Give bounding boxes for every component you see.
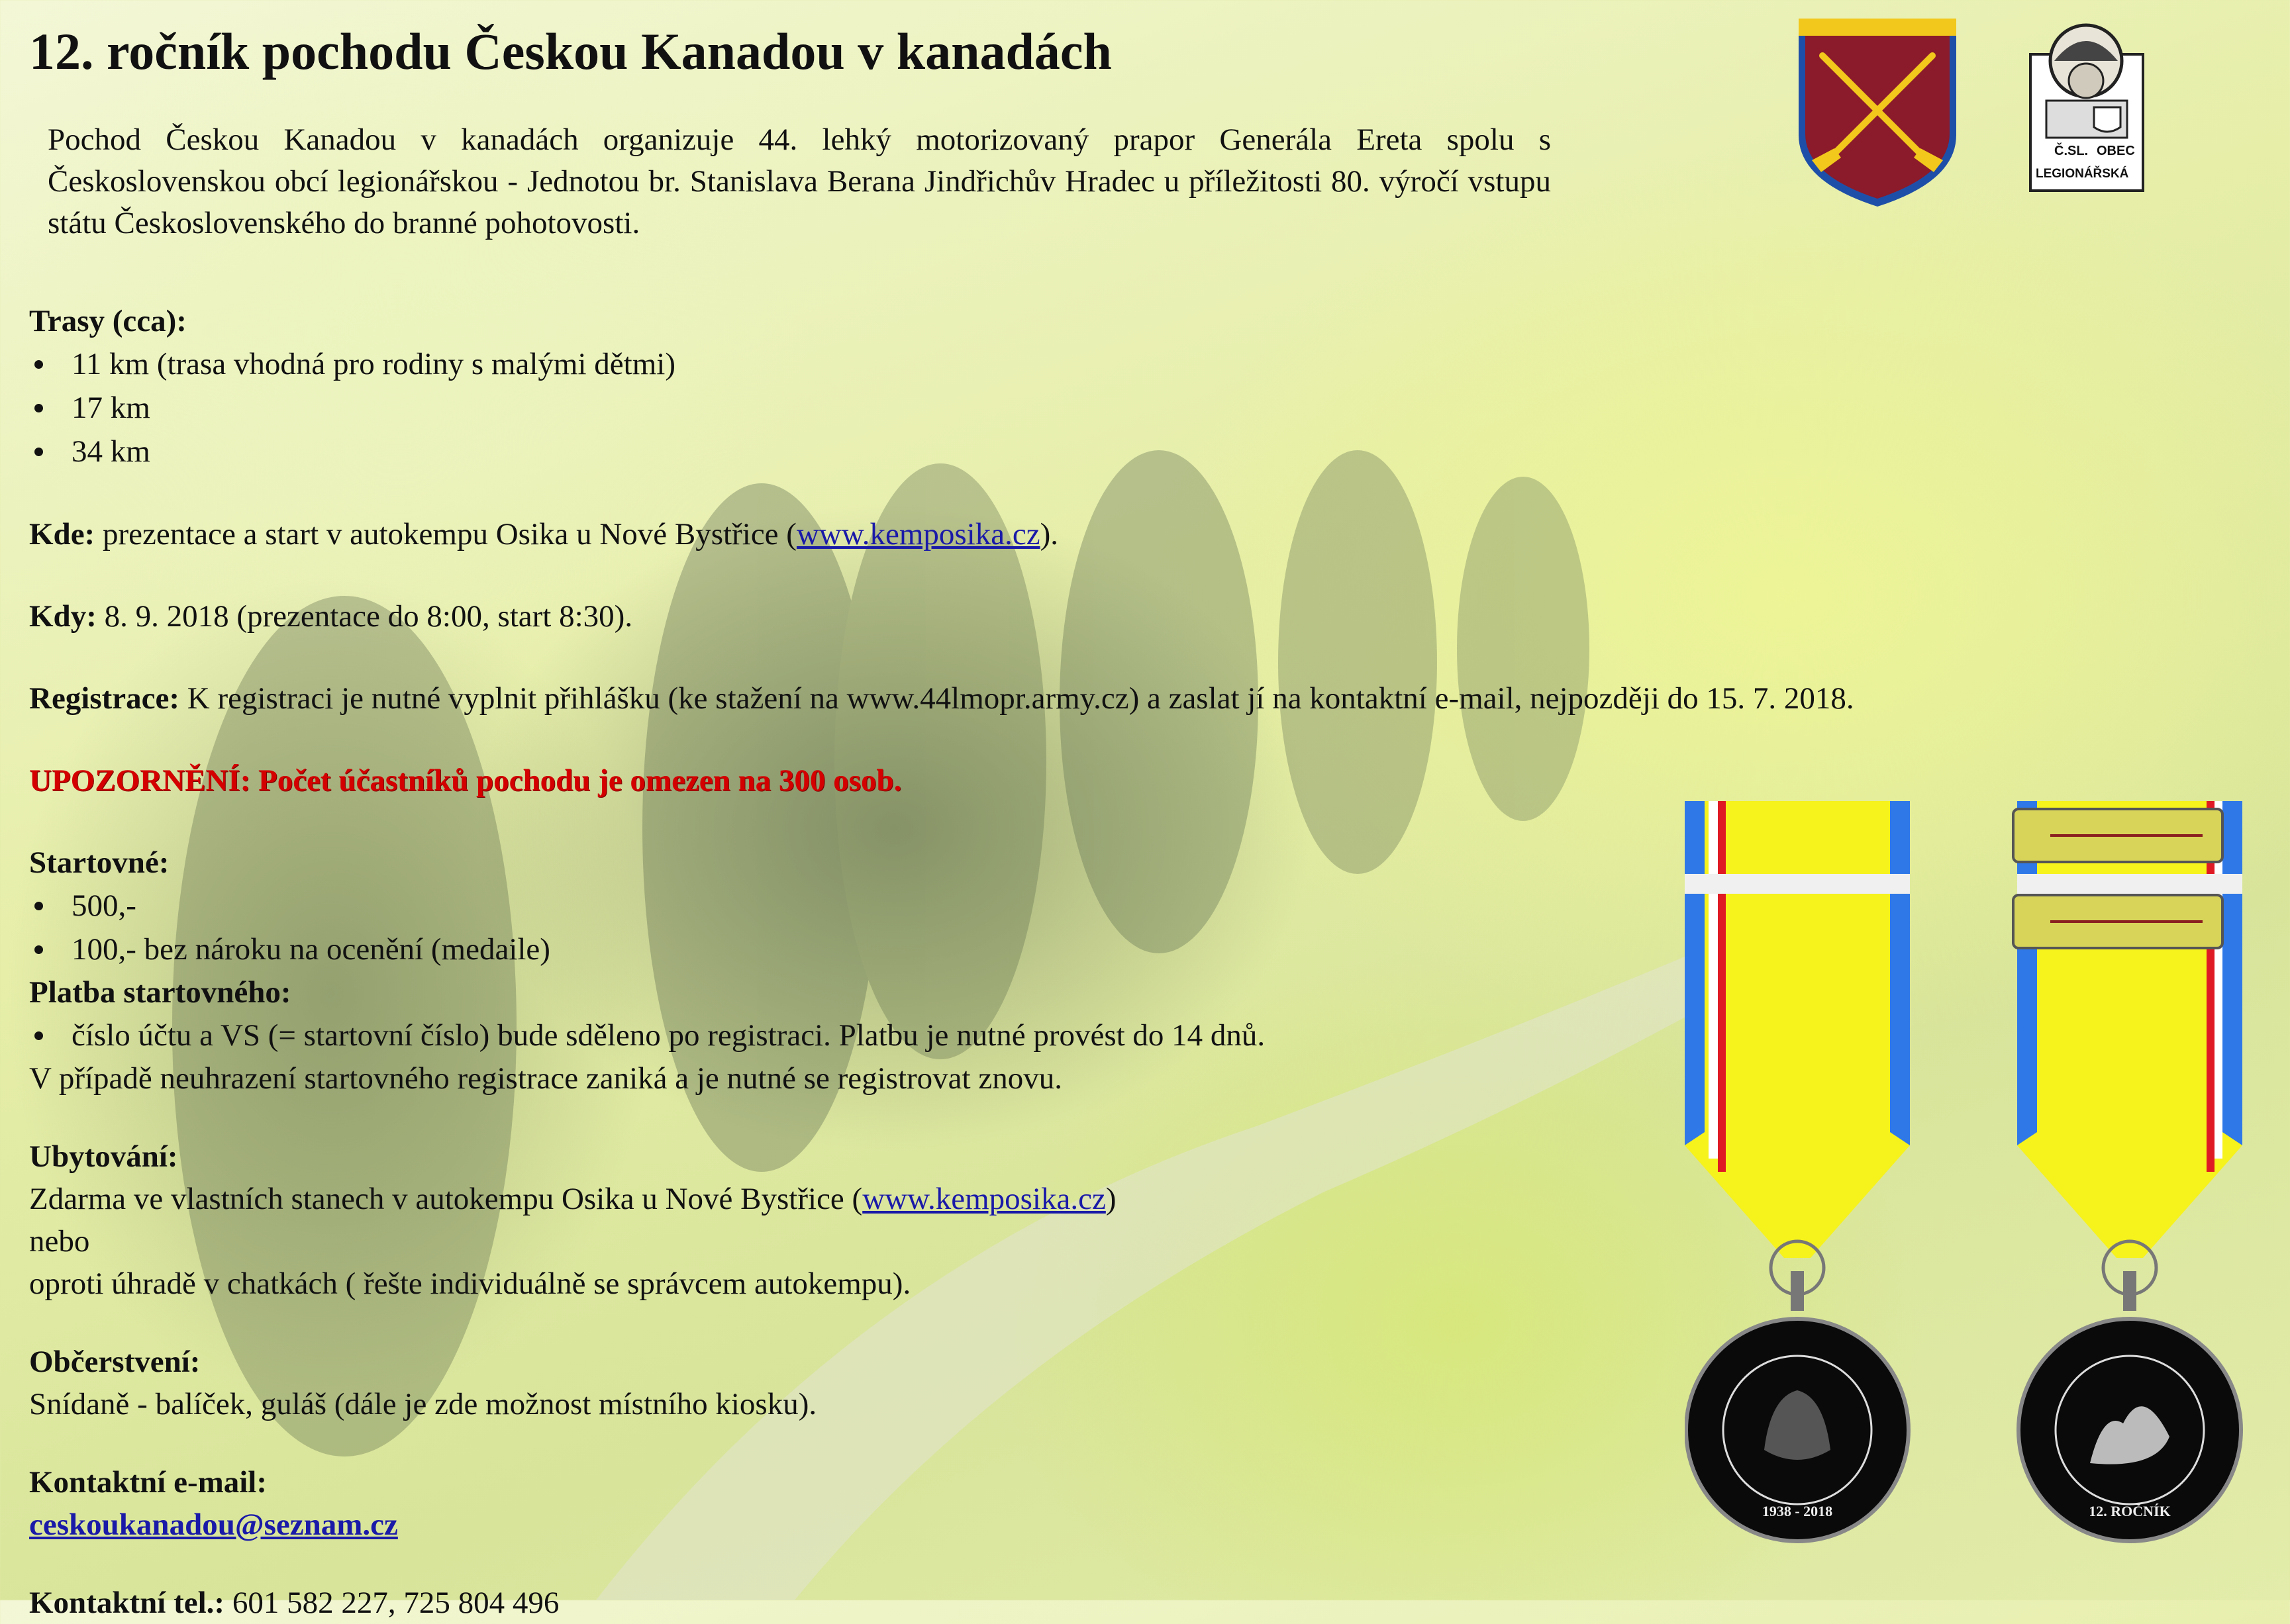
warning-notice: UPOZORNĚNÍ: Počet účastníků pochodu je omezen na 300 osob. xyxy=(29,763,902,798)
payment-list xyxy=(29,1014,2267,1057)
section-registration xyxy=(29,677,2267,720)
registration-label: Registrace: xyxy=(29,681,180,716)
where-text-end: ). xyxy=(1040,517,1058,551)
section-routes xyxy=(29,300,2267,473)
svg-text:LEGIONÁŘSKÁ: LEGIONÁŘSKÁ xyxy=(2036,167,2129,181)
routes-label: Trasy (cca): xyxy=(29,304,187,338)
where-text: prezentace a start v autokempu Osika u Nové Bystřice ( xyxy=(95,517,797,551)
payment-item: číslo účtu a VS (= startovní číslo) bude sděleno po registraci. Platbu je nutné provést do 14 dnů. xyxy=(29,1014,2267,1057)
route-item: 11 km (trasa vhodná pro rodiny s malými dětmi) xyxy=(29,342,2267,386)
fee-item: 100,- bez nároku na ocenění (medaile) xyxy=(29,928,2267,971)
section-where xyxy=(29,513,2267,555)
route-item: 17 km xyxy=(29,386,2267,430)
svg-text:1938 - 2018: 1938 - 2018 xyxy=(1762,1503,1833,1519)
intro-paragraph: Pochod Českou Kanadou v kanadách organizuje 44. lehký motorizovaný prapor Generála Ereta spolu s Československou obcí legionářskou - Jednotou br. Stanislava Berana Jindřichův Hradec u příležitosti 80. výročí vstupu státu Československého do branné pohotovosti. xyxy=(48,122,1551,240)
routes-list xyxy=(29,342,2267,473)
refreshments-label: Občerstvení: xyxy=(29,1345,201,1379)
contact-email-link[interactable]: ceskoukanadou@seznam.cz xyxy=(29,1507,398,1542)
kemposika-link[interactable]: www.kemposika.cz xyxy=(796,517,1040,551)
kemposika-link-2[interactable]: www.kemposika.cz xyxy=(862,1182,1106,1216)
section-phone xyxy=(29,1582,2267,1624)
svg-text:Č.SL.: Č.SL. xyxy=(2054,144,2089,158)
refreshments-text: Snídaně - balíček, guláš (dále je zde možnost místního kiosku). xyxy=(29,1387,817,1421)
svg-text:12. ROČNÍK: 12. ROČNÍK xyxy=(2089,1503,2171,1519)
payment-label: Platba startovného: xyxy=(29,975,291,1010)
phone-label: Kontaktní tel.: xyxy=(29,1586,225,1620)
fee-list xyxy=(29,884,2267,971)
section-when xyxy=(29,595,2267,638)
accommodation-label: Ubytování: xyxy=(29,1139,178,1174)
accommodation-line2: nebo xyxy=(29,1224,90,1259)
email-label: Kontaktní e-mail: xyxy=(29,1465,268,1500)
where-label: Kde: xyxy=(29,517,95,551)
phone-value: 601 582 227, 725 804 496 xyxy=(224,1586,560,1620)
registration-text: K registraci je nutné vyplnit přihlášku (ke stažení na www.44lmopr.army.cz) a zaslat jí na kontaktní e-mail, nejpozději do 15. 7. 2018. xyxy=(179,681,1854,716)
when-label: Kdy: xyxy=(29,599,97,634)
page-title: 12. ročník pochodu Českou Kanadou v kanadách xyxy=(29,23,1112,80)
fee-label: Startovné: xyxy=(29,845,170,880)
when-text: 8. 9. 2018 (prezentace do 8:00, start 8:30). xyxy=(96,599,633,634)
accommodation-line3: oproti úhradě v chatkách ( řešte individuálně se správcem autokempu). xyxy=(29,1266,911,1301)
accommodation-text: Zdarma ve vlastních stanech v autokempu Osika u Nové Bystřice ( xyxy=(29,1182,863,1216)
accommodation-line1 xyxy=(29,1178,2267,1220)
fee-item: 500,- xyxy=(29,884,2267,928)
route-item: 34 km xyxy=(29,430,2267,473)
flyer-content xyxy=(29,20,2267,1624)
payment-note: V případě neuhrazení startovného registrace zaniká a je nutné se registrovat znovu. xyxy=(29,1061,1062,1096)
accommodation-text-end: ) xyxy=(1105,1182,1117,1216)
svg-text:OBEC: OBEC xyxy=(2097,144,2135,158)
